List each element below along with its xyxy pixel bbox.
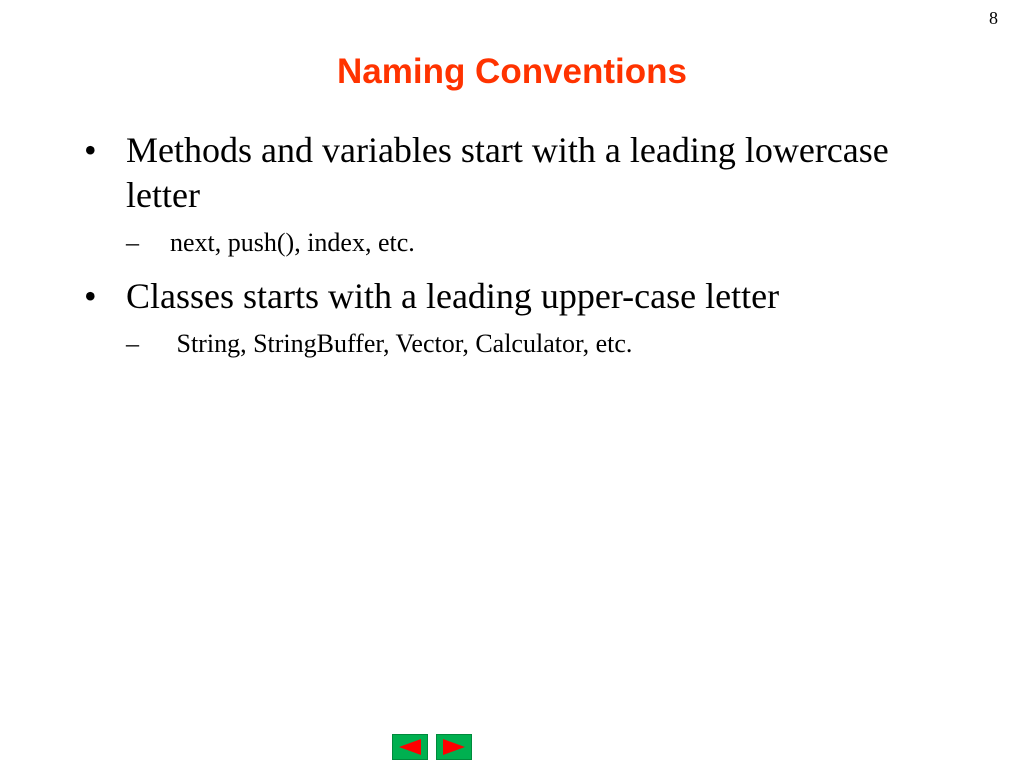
arrow-right-icon xyxy=(441,738,467,756)
slide-navigation xyxy=(392,734,472,760)
sub-bullet-item xyxy=(126,327,964,361)
previous-slide-button[interactable] xyxy=(392,734,428,760)
dash-marker: – xyxy=(126,329,139,358)
sub-bullet-item xyxy=(126,226,964,260)
bullet-list xyxy=(84,128,964,375)
arrow-left-icon xyxy=(397,738,423,756)
sub-bullet-text: String, StringBuffer, Vector, Calculator, etc. xyxy=(170,329,633,358)
next-slide-button[interactable] xyxy=(436,734,472,760)
bullet-item xyxy=(84,274,964,361)
bullet-marker: • xyxy=(84,130,97,170)
bullet-item xyxy=(84,128,964,260)
bullet-text: Methods and variables start with a leading lowercase letter xyxy=(126,130,889,215)
dash-marker: – xyxy=(126,228,139,257)
slide-title: Naming Conventions xyxy=(336,52,688,91)
sub-bullet-text: next, push(), index, etc. xyxy=(170,228,415,257)
page-number: 8 xyxy=(989,8,998,28)
sub-list xyxy=(126,226,964,260)
sub-list xyxy=(126,327,964,361)
bullet-text: Classes starts with a leading upper-case letter xyxy=(126,276,780,316)
bullet-marker: • xyxy=(84,276,97,316)
